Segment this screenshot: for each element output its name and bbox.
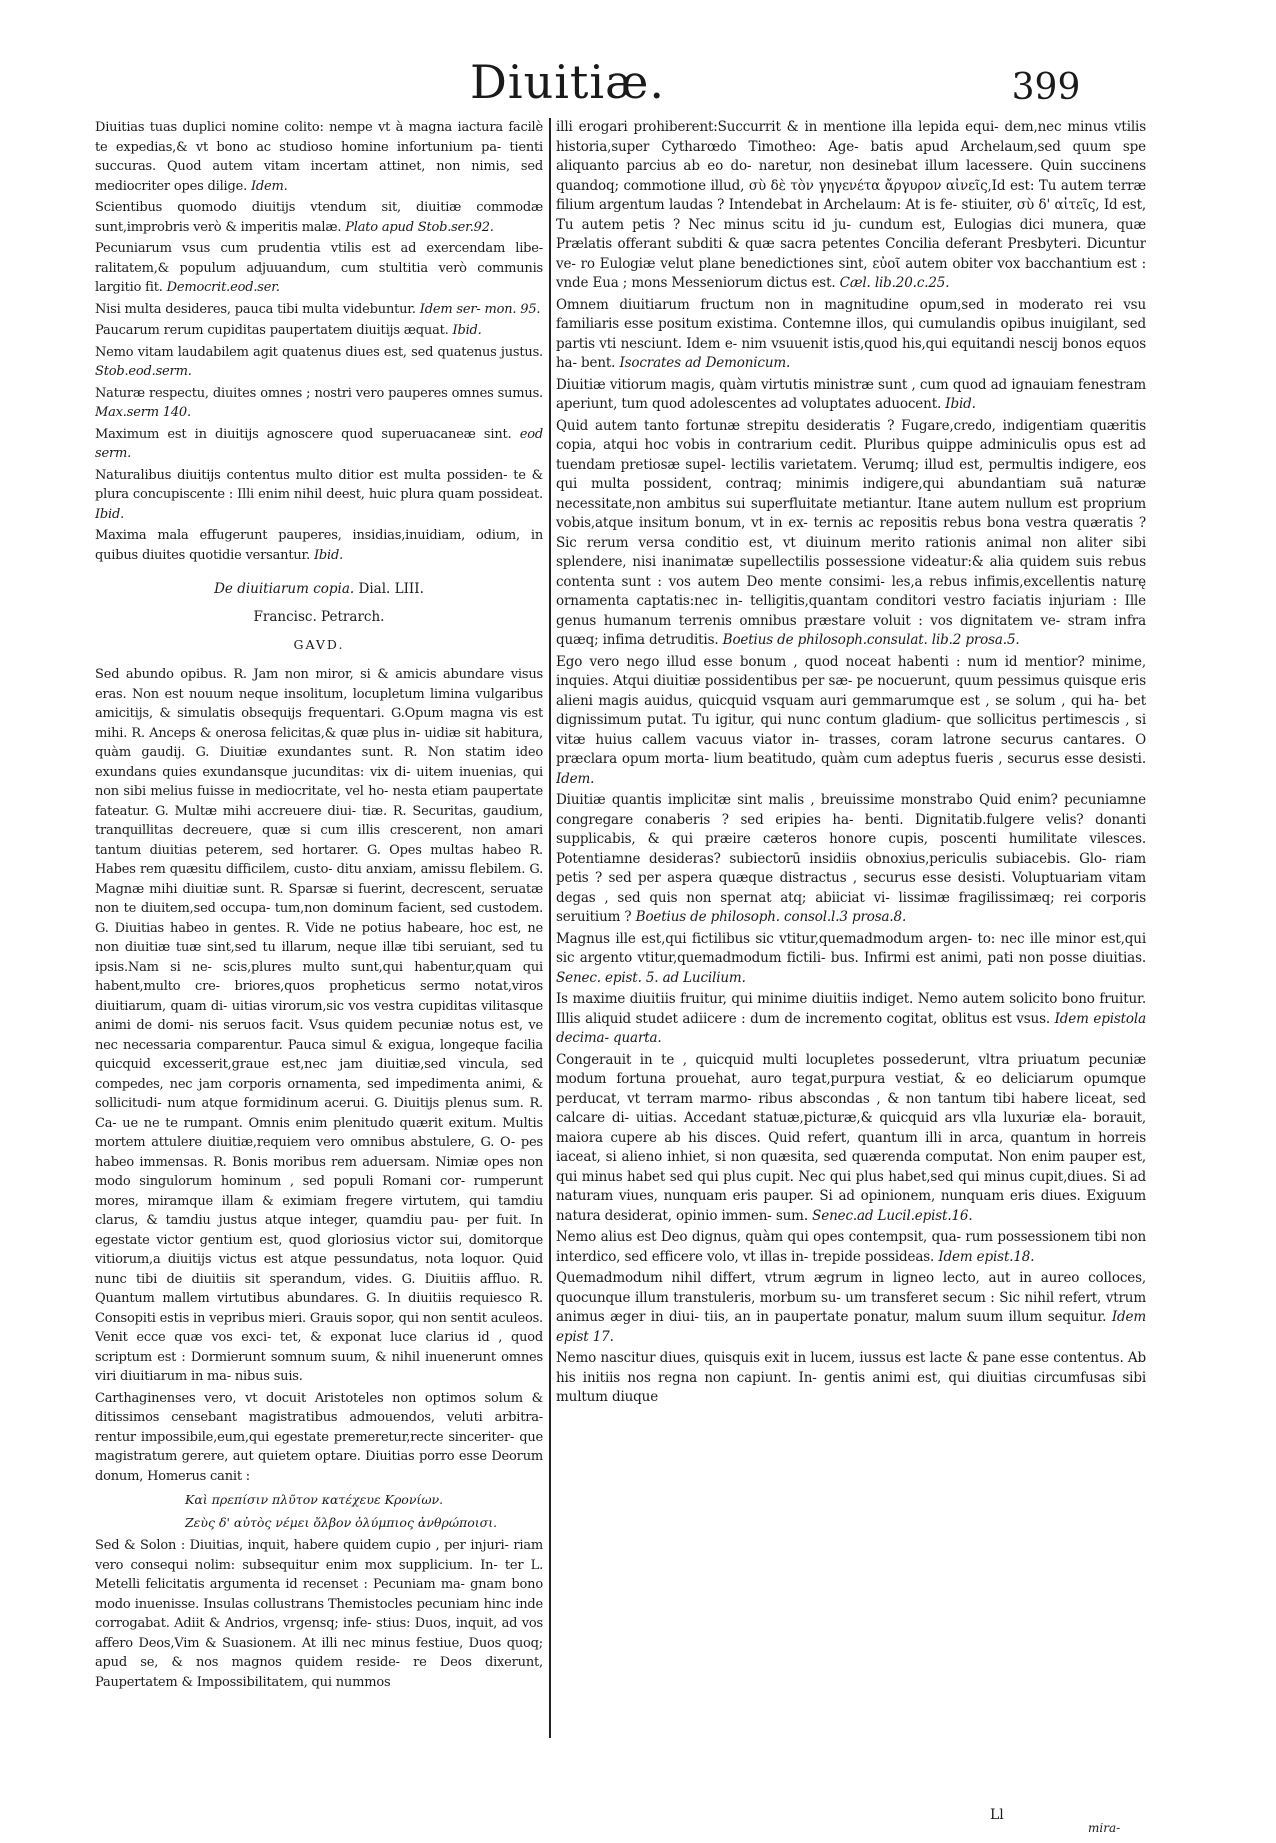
source-citation: Boetius de philosoph. consol.l.3 prosa.8. [635, 909, 907, 925]
paragraph-text: Diuitiæ vitiorum magis, quàm virtutis ministræ sunt , cum quod ad ignauiam fenestram aperiunt, tum quod adolescentes ad voluptates aduocent. [556, 376, 1146, 412]
running-header [0, 52, 1276, 116]
source-citation: Ibid. [452, 323, 482, 338]
signature-mark: Ll [990, 1807, 1004, 1823]
paragraph-text: Nemo alius est Deo dignus, quàm qui opes contempsit, qua- rum possessionem tibi non interdico, sed efficere volo, vt illas in- trepide possideas. [556, 1229, 1146, 1265]
source-citation: Idem epist.18. [938, 1248, 1035, 1265]
dialogue-speaker: GAVD. [293, 637, 345, 652]
paragraph-text: Is maxime diuitiis fruitur, qui minime diuitiis indiget. Nemo autem solicito bono fruitur. Illis aliquid studet adiicere : dum de incremento cogitat, oblitus est vsus. [556, 991, 1146, 1027]
source-citation: Senec.ad Lucil.epist.16. [812, 1207, 973, 1224]
greek-verse-line: Καὶ πρεπίσιν πλῦτον κατέχευε Κρονίων. [185, 1492, 444, 1507]
paragraph-text: Omnem diuitiarum fructum non in magnitudine opum,sed in moderato rei vsu familiaris esse positum existima. Contemne illos, qui cumulandis opibus inuigilant, sed partis vti nesciunt. Idem e- nim vsuuenit istis,quod his,qui equitandi nescij bonos equos ha- bent. [556, 296, 1146, 371]
paragraph [556, 1269, 1146, 1347]
paragraph [556, 376, 1146, 415]
paragraph-text: Naturalibus diuitijs contentus multo ditior est multa possiden- te & plura concupiscente : Illi enim nihil deest, huic plura quam possideat. [95, 467, 543, 502]
source-citation: Boetius de philosoph.consulat. lib.2 prosa.5. [722, 632, 1020, 648]
left-aphorisms [95, 118, 543, 565]
source-citation: Max.serm 140. [95, 405, 191, 420]
paragraph [95, 425, 543, 464]
source-citation: Democrit.eod.ser. [166, 280, 280, 295]
paragraph-text: Nisi multa desideres, pauca tibi multa videbuntur. [95, 301, 416, 317]
source-citation: Idem ser- mon. 95. [419, 301, 541, 317]
catchword: mira- [1088, 1821, 1121, 1835]
paragraph [95, 300, 543, 320]
paragraph-text: Paucarum rerum cupiditas paupertatem diuitijs æquat. [95, 323, 449, 338]
paragraph-text: Nemo nascitur diues, quisquis exit in lucem, iussus est lacte & pane esse contentus. Ab his initiis nos regna non capiunt. In- gentis animi est, qui diuitias circumfusas sibi multum diuque [556, 1350, 1146, 1405]
page-title: Diuitiæ. [470, 55, 665, 109]
paragraph [556, 990, 1146, 1049]
source-citation: Idem. [250, 178, 288, 194]
paragraph [556, 118, 1146, 294]
source-citation: Ibid. [95, 506, 125, 522]
greek-verse [95, 1490, 543, 1532]
paragraph-text: Nemo vitam laudabilem agit quatenus diues est, sed quatenus justus. [95, 344, 543, 360]
paragraph [95, 321, 543, 341]
source-citation: Isocrates ad Demonicum. [619, 355, 791, 371]
source-citation: Plato apud Stob.ser.92. [345, 219, 494, 235]
source-citation: Ibid. [314, 547, 344, 563]
right-column [556, 118, 1146, 1818]
paragraph [556, 1228, 1146, 1267]
paragraph-text: Congerauit in te , quicquid multi locupletes possederunt, vltra priuatum pecuniæ modum fortuna prouehat, auro tegat,purpura vestiat, & eo deliciarum opumque perducat, vt terram marmo- ribus abscondas , & non tantum tibi habere liceat, sed calcare di- uitias. Accedant statuæ,picturæ,& quicquid ars vlla luxuriæ ela- borauit, maiora cupere ab his disces. Quid refert, quantum illi in arca, quantum in horreis iaceat, si alieno inhiet, si non quæsita, sed quærenda computat. Non enim pauper est, qui minus habet sed qui plus cupit. Nec qui plus habet,sed qui minus cupit,diues. Si ad naturam viues, nunquam eris pauper. Si ad opinionem, nunquam eris diues. Exiguum natura desiderat, opinio immen- sum. [556, 1051, 1146, 1224]
paragraph-text: Quid autem tanto fortunæ strepitu desideratis ? Fugare,credo, indigentiam quæritis copia, atqui hoc vobis in contrarium cedit. Pluribus quippe adminiculis opus est ad tuendam pretiosæ supel- lectilis varietatem. Verumq; illud est, permultis indigere, eos qui multa possident, contraq; minimis indigere,qui abundantiam suā naturæ necessitate,non ambitus sui superfluitate metiantur. Itane autem nullum est proprium vobis,atque insitum bonum, vt in ex- ternis ac repositis rebus bona vestra quæratis ? Sic rerum versa conditio est, vt diuinum merito rationis animal non aliter sibi splendere, nisi inanimatæ supellectilis possessione videatur:& alia quidem suis rebus contenta sunt : vos autem Deo mente consimi- les,a rebus infimis,excellentis naturę ornamenta captatis:nec in- telligitis,quantam conditori vestro faciatis injuriam : Ille genus humanum terrenis omnibus præstare voluit : vos dignitatem ve- stram infra quæq; infima detruditis. [556, 417, 1146, 648]
paragraph-text: Scientibus quomodo diuitijs vtendum sit, diuitiæ commodæ sunt,improbris verò & imperitis malæ. [95, 200, 543, 235]
source-citation: Stob.eod.serm. [95, 364, 192, 379]
right-aphorisms [556, 118, 1146, 1408]
paragraph-text: Maxima mala effugerunt pauperes, insidias,inuidiam, odium, in quibus diuites quotidie versantur. [95, 528, 543, 563]
page-number: 399 [1011, 67, 1081, 108]
paragraph [95, 198, 543, 237]
paragraph [95, 466, 543, 525]
dialogue-text [95, 665, 543, 1486]
paragraph [556, 930, 1146, 989]
paragraph-text: Pecuniarum vsus cum prudentia vtilis est ad exercendam libe- ralitatem,& populum adjuuandum, cum stultitia verò communis largitio fit. [95, 241, 543, 295]
dialogue-author: Francisc. Petrarch. [253, 609, 385, 625]
source-citation: Ibid. [945, 396, 976, 412]
paragraph [95, 118, 543, 196]
paragraph [95, 343, 543, 382]
dialogue-heading [95, 579, 543, 599]
paragraph [95, 665, 543, 1387]
paragraph [95, 1536, 543, 1692]
greek-verse-line: Ζεὺς δ' αὐτὸς νέμει ὄλβον ὀλύμπιος ἀνθρώποισι. [185, 1515, 498, 1530]
source-citation: Idem epist 17. [556, 1309, 1146, 1345]
paragraph [556, 417, 1146, 651]
paragraph-text: Diuitiæ quantis implicitæ sint malis , breuissime monstrabo Quid enim? pecuniamne congregare conaberis ? sed eripies ha- benti. Dignitatib.fulgere velis? donanti supplicabis, & qui præire cæteros honore cupis, poscenti humilitate vilesces. Potentiamne desideras? subiectorū insidiis obnoxius,periculis subiacebis. Glo- riam petis ? sed per aspera quæque distractus , securus esse desisti. Voluptuariam vitam degas , sed quis non spernat atq; abiiciat vi- lissimæ fragilissimæq; rei corporis seruitium ? [556, 792, 1146, 925]
paragraph [95, 1389, 543, 1487]
paragraph-text: Ego vero nego illud esse bonum , quod noceat habenti : num id mentior? minime, inquies. Atqui diuitiæ possidentibus per sæ- pe nocuerunt, quum pessimus quisque eris alieni magis auidus, quicquid vsquam auri gemmarumque est , se solum , qui ha- bet dignissimum putat. Tu igitur, qui nunc contum gladium- que sollicitus pertimescis , si vitæ huius callem vacuus viator in- trasses, coram latrone securus cantares. O præclara opum morta- lium beatitudo, quàm cum adeptus fueris , securus esse desisti. [556, 653, 1146, 767]
dialogue-heading-title: De diuitiarum copia. [214, 581, 355, 597]
paragraph-text: Magnus ille est,qui fictilibus sic vtitur,quemadmodum argen- to: nec ille minor est,qui sic argento vtitur,quemadmodum fictili- bus. Infirmi est animi, pati non posse diuitias. [556, 930, 1146, 966]
paragraph [556, 653, 1146, 790]
paragraph-text: Naturæ respectu, diuites omnes ; nostri vero pauperes omnes sumus. [95, 385, 543, 401]
paragraph-text: illi erogari prohiberent:Succurrit & in mentione illa lepida equi- dem,nec minus vtilis historia,super Cytharœdo Timotheo: Age- batis apud Archelaum,sed quum spe aliquanto parcius ab eo do- naretur, non desinebat illum lacessere. Quin succinens quandoq; commotione illud, σὺ δὲ τὸν γηγενέτα ἄργυρον αἰνεῖς,Id est: Tu autem terræ filium argentum laudas ? Intendebat in Archelaum: At is fe- stiuiter, σὺ δ' αἰτεῖς, Id est, Tu autem petis ? Nec minus scitu id ju- cundum est, Eulogias dici munera, quæ Prælatis offerant subditi & quæ sacra petentes Concilia deferant Presbyteri. Dicuntur ve- ro Eulogiæ velut plane benedictiones sint, εὐοῖ autem obiter vox bacchantium est : vnde Eua ; mons Messeniorum dictus est. [556, 119, 1146, 291]
paragraph [556, 791, 1146, 928]
source-citation: Idem. [556, 770, 595, 787]
source-citation: Idem epistola decima- quarta. [556, 1010, 1146, 1046]
paragraph [95, 384, 543, 423]
paragraph-text: Quemadmodum nihil differt, vtrum ægrum in ligneo lecto, aut in aureo colloces, quocunque illum transtuleris, morbum su- um transferet secum : Sic nihil refert, vtrum animus æger in diui- tiis, an in paupertate ponatur, malum suum illum sequitur. [556, 1270, 1146, 1325]
column-divider [549, 118, 551, 1738]
paragraph-text: Sed & Solon : Diuitias, inquit, habere quidem cupio , per injuri- riam vero consequi nolim: subsequitur enim mox supplicium. In- ter L. Metelli felicitatis argumenta id recenset : Pecuniam ma- gnam bono modo inuenisse. Insulas collustrans Themistocles pecuniam hinc inde corrogabat. Adiit & Andrios, vrgensq; infe- stius: Duos, inquit, ad vos affero Deos,Vim & Suasionem. At illi nec minus festiue, Duos quoq; apud se, & nos magnos quidem reside- re Deos dixerunt, Paupertatem & Impossibilitatem, qui nummos [95, 1538, 543, 1690]
left-column [95, 118, 543, 1838]
paragraph [556, 1051, 1146, 1227]
paragraph-text: Sed abundo opibus. R. Jam non miror, si & amicis abundare visus eras. Non est nouum neque insolitum, locupletum limina vulgaribus amicitijs, & simulatis obsequijs frequentari. G.Opum magna vis est mihi. R. Anceps & onerosa felicitas,& quæ plus in- uidiæ sit habitura, quàm gaudij. G. Diuitiæ exundantes sunt. R. Non statim ideo exundans quies exundansque jucunditas: vix di- uitem inuenias, qui non sibi melius fuisse in mediocritate, vel ho- nesta etiam paupertate fateatur. G. Multæ mihi accreuere diui- tiæ. R. Securitas, gaudium, tranquillitas decreuere, quæ si cum illis crescerent, non amari tantum diuitias peterem, sed hortarer. G. Opes multas habeo R. Habes rem quæsitu difficilem, custo- ditu anxiam, amissu flebilem. G. Magnæ mihi diuitiæ sunt. R. Sparsæ si fuerint, decrescent, seruatæ non te diuitem,sed occupa- tum,non dominum facient, sed custodem. G. Diuitias habeo in gentes. R. Vide ne potius habeare, hoc est, ne non diuitiæ tuæ sint,sed tu illarum, neque illæ tibi seruiant, sed tu ipsis.Nam si ne- scis,plures multo sunt,qui habentur,quam qui habent,multo cre- briores,quos propheticus sermo notat,viros diuitiarum, quam di- uitias virorum,sic vos vestra cupiditas vilitasque animi de domi- nis seruos facit. Vsus quidem pecuniæ notus est, ve nec necessaria comparentur. Pauca simul & exigua, longeque facilia quicquid excesserit,graue est,nec jam diuitiæ,sed vincula, sed compedes, nec jam corporis ornamenta, sed impedimenta animi, & sollicitudi- num atque formidinum acerui. G. Diuitijs plenus sum. R. Ca- ue ne te rumpant. Omnis enim plenitudo quærit exitum. Multis mortem attulere diuitiæ,requiem vero omnibus abstulere, G. O- pes habeo immensas. R. Bonis moribus rem aduersam. Nimiæ opes non modo singulorum hominum , sed populi Romani cor- rumperunt mores, miramque illam & eximiam fregere virtutem, qui tamdiu clarus, & tamdiu justus atque integer, quamdiu pau- per fuit. In egestate victor gentium est, quod gloriosius victor sui, domitorque vitiorum,a diuitijs victus est atque pessundatus, nota loquor. Quid nunc tibi de diuitiis sit sperandum, vides. G. Diuitiis affluo. R. Quantum mallem virtutibus abundares. G. In diuitiis requiesco R. Consopiti estis in vepribus mieri. Grauis sopor, qui non sentit aculeos. Venit ecce quæ vos exci- tet, & exponat luce clarius id , quod scriptum est : Dormierunt somnum suum, & nihil inuenerunt omnes viri diuitiarum in ma- nibus suis. [95, 667, 543, 1384]
paragraph [95, 526, 543, 565]
paragraph [556, 1349, 1146, 1408]
paragraph-text: Carthaginenses vero, vt docuit Aristoteles non optimos solum & ditissimos censebant magistratibus admouendos, veluti arbitra- rentur impossibile,eum,qui egestate premeretur,recte sinceriter- que magistratum gerere, aut quietem optare. Diuitias porro esse Deorum donum, Homerus canit : [95, 1390, 543, 1484]
source-citation: eod serm. [95, 426, 543, 461]
paragraph-text: Diuitias tuas duplici nomine colito: nempe vt à magna iactura facilè te expedias,& vt bono ac studioso homine infortunium pa- tienti succuras. Quod autem vitam incertam attinet, non nimis, sed mediocriter opes dilige. [95, 120, 543, 194]
paragraph [556, 296, 1146, 374]
paragraph [95, 239, 543, 298]
dialogue-heading-number: Dial. LIII. [358, 581, 424, 597]
source-citation: Senec. epist. 5. ad Lucilium. [556, 969, 746, 986]
paragraph-text: Maximum est in diuitijs agnoscere quod superuacaneæ sint. [95, 426, 512, 442]
left-closing-text [95, 1536, 543, 1692]
source-citation: Cæl. lib.20.c.25. [839, 275, 950, 291]
